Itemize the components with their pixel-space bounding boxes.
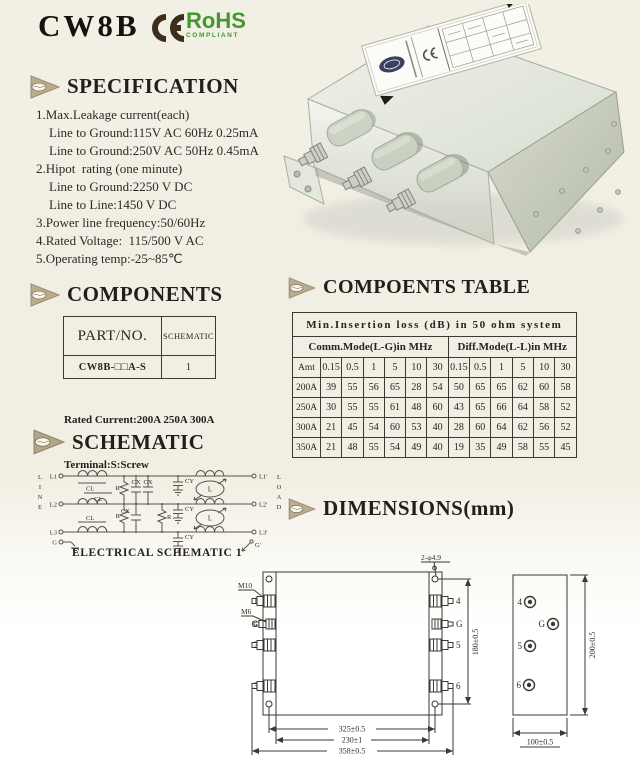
mounting-hole — [432, 701, 438, 707]
loss-table-cell: Amt — [293, 358, 321, 378]
svg-text:L: L — [38, 474, 42, 481]
svg-text:100±0.5: 100±0.5 — [526, 737, 554, 747]
loss-table-cell: 43 — [448, 398, 469, 418]
inductor-coil — [196, 470, 224, 476]
svg-text:4: 4 — [517, 597, 522, 607]
section-arrow-icon — [288, 277, 316, 299]
rohs-title: RoHS — [186, 8, 246, 33]
loss-table-cell: 300A — [293, 418, 321, 438]
loss-table-cell: 58 — [533, 398, 554, 418]
svg-text:2-φ4.9: 2-φ4.9 — [421, 553, 441, 562]
svg-text:L: L — [277, 474, 281, 481]
loss-table-cell: 52 — [555, 418, 576, 438]
schematic-number-cell: 1 — [162, 356, 216, 379]
loss-table-cell: Diff.Mode(L-L)in MHz — [448, 337, 576, 358]
svg-text:4: 4 — [456, 596, 461, 606]
svg-text:M6: M6 — [241, 607, 252, 616]
loss-table-cell: 54 — [427, 378, 448, 398]
svg-text:3: 3 — [253, 681, 258, 691]
mounting-hole — [266, 701, 272, 707]
svg-text:N: N — [37, 494, 43, 501]
loss-table-cell: 55 — [342, 378, 363, 398]
loss-table-cell: 10 — [533, 358, 554, 378]
inductor-coil — [196, 498, 224, 504]
svg-text:358±0.5: 358±0.5 — [338, 746, 366, 756]
svg-text:L2': L2' — [259, 501, 268, 509]
loss-table-cell: 30 — [555, 358, 576, 378]
loss-table-row — [293, 337, 577, 358]
part-table-header-schematic: SCHEMATIC — [162, 317, 216, 356]
loss-table-cell: 56 — [533, 418, 554, 438]
part-number-cell: CW8B-□□A-S — [64, 356, 162, 379]
section-arrow-icon — [30, 283, 60, 307]
loss-table-cell: 28 — [448, 418, 469, 438]
rohs-logo — [186, 10, 246, 40]
loss-table-row — [293, 378, 577, 398]
loss-table-cell: 53 — [406, 418, 427, 438]
loss-table-cell: 45 — [342, 418, 363, 438]
loss-table-cell: 54 — [363, 418, 384, 438]
svg-text:CL: CL — [86, 485, 95, 493]
svg-text:L1': L1' — [259, 473, 268, 481]
loss-table-cell: 0.15 — [321, 358, 342, 378]
loss-table-cell: 28 — [406, 378, 427, 398]
svg-text:G: G — [52, 539, 57, 547]
loss-table-cell: 30 — [321, 398, 342, 418]
spec-line: Line to Ground:250V AC 50Hz 0.45mA — [49, 143, 259, 158]
svg-text:CY: CY — [185, 534, 195, 541]
cy-capacitor — [173, 476, 183, 551]
note-rated-current: Rated Current:200A 250A 300A — [64, 414, 215, 426]
section-arrow-icon — [30, 75, 60, 99]
svg-text:R: R — [115, 513, 120, 520]
loss-table-cell: 1 — [363, 358, 384, 378]
loss-table-cell: 55 — [363, 438, 384, 458]
svg-text:CX: CX — [143, 479, 153, 486]
loss-table-cell: 62 — [512, 378, 533, 398]
loss-table-cell: 250A — [293, 398, 321, 418]
loss-table-cell: 1 — [491, 358, 512, 378]
spec-line: Line to Ground:115V AC 60Hz 0.25mA — [49, 125, 259, 140]
svg-text:L2: L2 — [49, 501, 57, 509]
section-title: SCHEMATIC — [72, 429, 205, 454]
loss-table-cell: 55 — [533, 438, 554, 458]
loss-table-cell: 350A — [293, 438, 321, 458]
section-heading-schematic — [33, 429, 204, 455]
section-heading-dimensions — [288, 496, 514, 521]
loss-table-row — [293, 398, 577, 418]
loss-table-cell: 52 — [555, 398, 576, 418]
electrical-schematic — [26, 459, 290, 555]
mounting-hole — [432, 576, 438, 582]
loss-table-cell: 65 — [470, 378, 491, 398]
spec-line: 5.Operating temp:-25~85℃ — [36, 251, 183, 266]
section-title: COMPONENTS — [67, 282, 223, 306]
svg-text:G: G — [456, 619, 463, 629]
loss-table-cell: 60 — [384, 418, 405, 438]
ground-arrow — [242, 543, 250, 551]
svg-text:6: 6 — [456, 681, 461, 691]
svg-text:5: 5 — [517, 641, 522, 651]
svg-text:L3': L3' — [259, 529, 268, 537]
part-table — [63, 316, 216, 379]
loss-table-cell: 49 — [491, 438, 512, 458]
loss-table-cell: 21 — [321, 438, 342, 458]
svg-text:5: 5 — [456, 640, 461, 650]
loss-table-cell: 55 — [363, 398, 384, 418]
mounting-hole — [266, 576, 272, 582]
svg-text:6: 6 — [516, 680, 521, 690]
spec-line: 4.Rated Voltage: 115/500 V AC — [36, 233, 204, 248]
loss-table-cell: 30 — [427, 358, 448, 378]
loss-table — [292, 312, 577, 458]
loss-table-cell: 60 — [533, 378, 554, 398]
loss-table-cell: 60 — [470, 418, 491, 438]
svg-text:E: E — [38, 504, 42, 511]
product-code: CW8B — [38, 8, 140, 43]
svg-text:325±0.5: 325±0.5 — [338, 724, 366, 734]
section-arrow-icon — [33, 429, 65, 455]
section-title: COMPOENTS TABLE — [323, 276, 531, 298]
svg-text:I: I — [38, 484, 42, 491]
spec-line: 2.Hipot rating (one minute) — [36, 161, 183, 176]
section-title: DIMENSIONS(mm) — [323, 496, 515, 520]
loss-table-cell: 55 — [342, 398, 363, 418]
loss-table-cell: 40 — [427, 418, 448, 438]
svg-text:L3: L3 — [49, 529, 57, 537]
loss-table-cell: 64 — [491, 418, 512, 438]
svg-text:L: L — [207, 485, 213, 494]
loss-table-cell: 39 — [321, 378, 342, 398]
spec-line: 3.Power line frequency:50/60Hz — [36, 215, 206, 230]
loss-table-cell: 65 — [470, 398, 491, 418]
loss-table-cell: 49 — [406, 438, 427, 458]
svg-text:G': G' — [255, 542, 261, 549]
loss-table-cell: 56 — [363, 378, 384, 398]
section-heading-specification — [30, 74, 239, 99]
loss-table-row — [293, 358, 577, 378]
dimension-drawing — [228, 552, 640, 766]
svg-text:R: R — [167, 514, 172, 521]
loss-table-cell: 10 — [406, 358, 427, 378]
svg-text:O: O — [276, 484, 282, 491]
loss-table-cell: 50 — [448, 378, 469, 398]
svg-text:CX: CX — [131, 479, 141, 486]
section-heading-components — [30, 282, 223, 307]
schematic-caption: ELECTRICAL SCHEMATIC 1 — [72, 547, 243, 559]
loss-table-cell: 65 — [384, 378, 405, 398]
loss-table-cell: 45 — [555, 438, 576, 458]
svg-text:CY: CY — [185, 506, 195, 513]
loss-table-cell: Comm.Mode(L-G)in MHz — [293, 337, 449, 358]
loss-table-cell: 60 — [427, 398, 448, 418]
loss-table-cell: 35 — [470, 438, 491, 458]
rohs-subtitle: COMPLIANT — [186, 32, 240, 39]
svg-text:L: L — [207, 514, 213, 523]
choke-coil — [78, 527, 107, 533]
svg-text:200±0.5: 200±0.5 — [588, 631, 597, 659]
resistor-symbol — [158, 504, 166, 532]
loss-table-row — [293, 438, 577, 458]
part-table-header-partno: PART/NO. — [64, 317, 162, 356]
loss-table-cell: 58 — [555, 378, 576, 398]
ce-mark-icon — [148, 13, 186, 43]
inductor-coil — [196, 526, 224, 532]
svg-text:M10: M10 — [238, 581, 253, 590]
note-terminal: Terminal:S:Screw — [64, 459, 149, 471]
loss-table-cell: 0.5 — [470, 358, 491, 378]
svg-text:1: 1 — [253, 596, 258, 606]
svg-text:230±1: 230±1 — [341, 735, 363, 745]
choke-coil — [78, 471, 107, 477]
svg-text:180±0.5: 180±0.5 — [471, 628, 480, 656]
choke-coil — [78, 499, 107, 505]
svg-text:R: R — [115, 485, 120, 492]
loss-table-cell: 5 — [384, 358, 405, 378]
loss-table-row — [293, 313, 577, 337]
loss-table-cell: 200A — [293, 378, 321, 398]
loss-table-cell: 65 — [491, 378, 512, 398]
loss-table-cell: 0.5 — [342, 358, 363, 378]
svg-text:CY: CY — [185, 478, 195, 485]
svg-text:D: D — [276, 504, 282, 511]
side-terminal — [524, 597, 559, 691]
loss-table-body — [293, 313, 577, 458]
svg-text:CL: CL — [94, 496, 103, 503]
filter-body-outline — [263, 572, 442, 715]
resistor-symbol — [120, 476, 128, 504]
loss-table-cell: 58 — [512, 438, 533, 458]
spec-line: 1.Max.Leakage current(each) — [36, 107, 190, 122]
svg-text:L1: L1 — [49, 473, 57, 481]
loss-table-cell: 48 — [342, 438, 363, 458]
loss-table-cell: 5 — [512, 358, 533, 378]
section-arrow-icon — [288, 498, 316, 520]
loss-table-row — [293, 418, 577, 438]
loss-table-cell: 0.15 — [448, 358, 469, 378]
spec-lines — [36, 106, 259, 268]
svg-text:G: G — [251, 619, 258, 629]
loss-table-cell: 19 — [448, 438, 469, 458]
loss-table-cell: 48 — [406, 398, 427, 418]
loss-table-cell: Min.Insertion loss (dB) in 50 ohm system — [293, 313, 577, 337]
svg-text:A: A — [276, 494, 282, 501]
loss-table-cell: 61 — [384, 398, 405, 418]
svg-text:CL: CL — [86, 515, 95, 522]
loss-table-cell: 40 — [427, 438, 448, 458]
svg-text:2: 2 — [253, 640, 258, 650]
loss-table-cell: 66 — [491, 398, 512, 418]
section-heading-compoents-table — [288, 276, 530, 299]
spec-line: Line to Ground:2250 V DC — [49, 179, 193, 194]
product-photo — [278, 4, 640, 264]
loss-table-cell: 62 — [512, 418, 533, 438]
spec-line: Line to Line:1450 V DC — [49, 197, 177, 212]
loss-table-cell: 54 — [384, 438, 405, 458]
loss-table-cell: 64 — [512, 398, 533, 418]
svg-text:G: G — [538, 619, 545, 629]
svg-text:CX: CX — [120, 508, 130, 515]
section-title: SPECIFICATION — [67, 74, 239, 98]
loss-table-cell: 21 — [321, 418, 342, 438]
